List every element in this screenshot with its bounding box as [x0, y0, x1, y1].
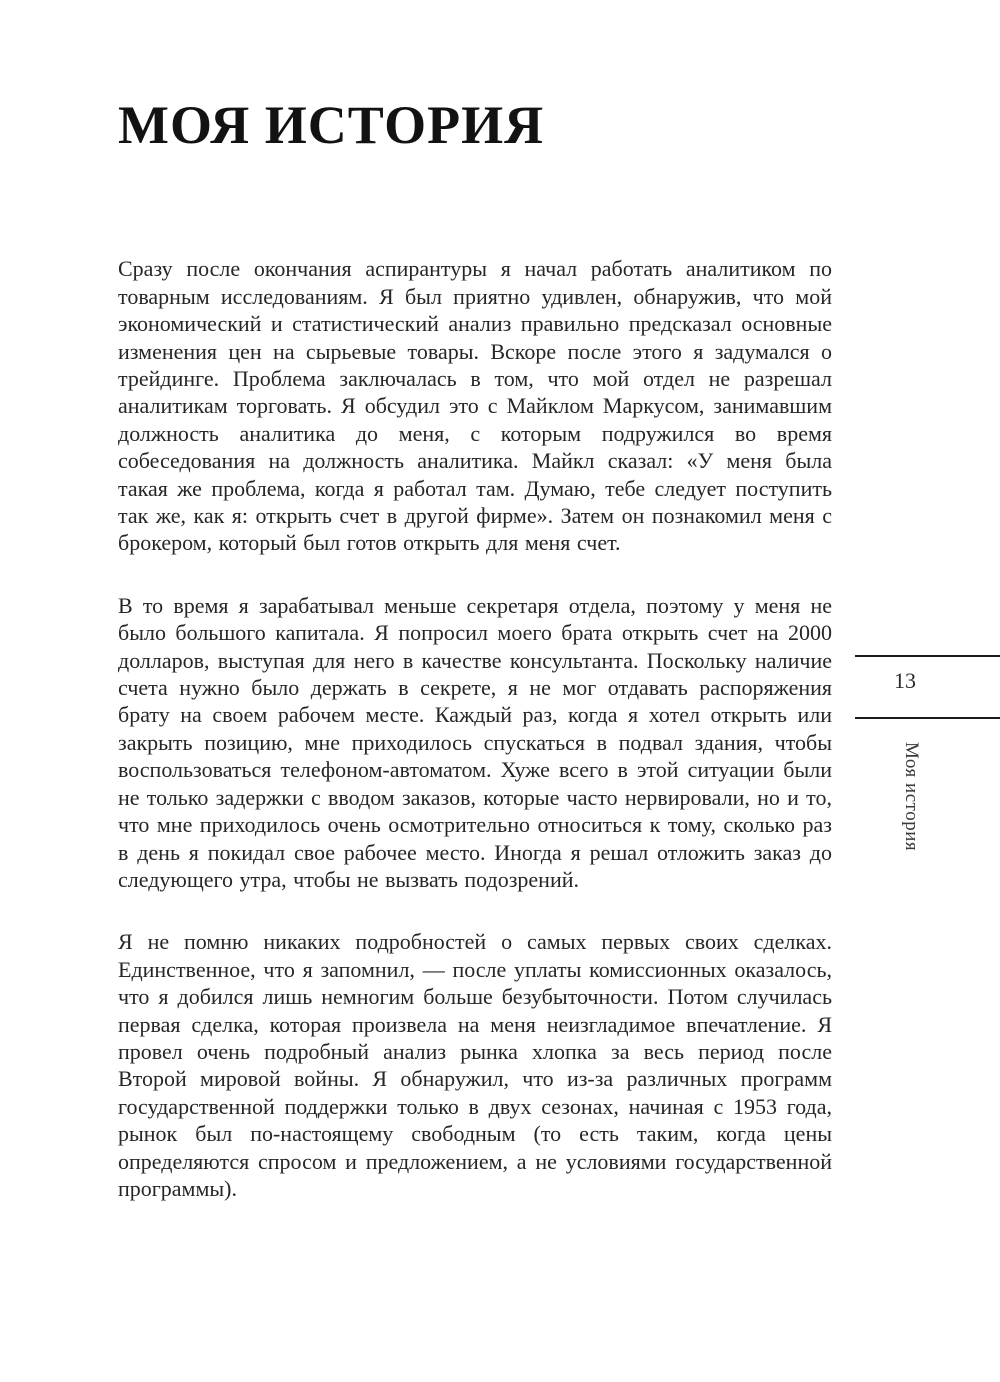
paragraph: Я не помню никаких подробностей о самых первых своих сделках. Единственное, что я запомнил, — после уплаты комиссионных оказалось, что я добился лишь немногим больше безубыточности. Потом случилась первая сделка, которая произвела на меня неизгладимое впечатление. Я провел очень подробный анализ рынка хлопка за весь период после Второй мировой войны. Я обнаружил, что из-за различных программ государственной поддержки только в двух сезонах, начиная с 1953 года, рынок был по-настоящему свободным (то есть таким, когда цены определяются спросом и предложением, а не условиями государственной программы). — [118, 929, 832, 1201]
chapter-body — [118, 255, 832, 1202]
paragraph: Сразу после окончания аспирантуры я начал работать аналитиком по товарным исследованиям. Я был приятно удивлен, обнаружив, что мой экономический и статистический анализ правильно предсказал основные изменения цен на сырьевые товары. Вскоре после этого я задумался о трейдинге. Проблема заключалась в том, что мой отдел не разрешал аналитикам торговать. Я обсудил это с Майклом Маркусом, занимавшим должность аналитика до меня, с которым подружился во время собеседования на должность аналитика. Майкл сказал: «У меня была такая же проблема, когда я работал там. Думаю, тебе следует поступить так же, как я: открыть счет в другой фирме». Затем он познакомил меня с брокером, который был готов открыть для меня счет. — [118, 256, 832, 556]
text-column — [118, 96, 832, 1202]
page-number-rule-top — [855, 655, 1000, 657]
running-title-vertical: Моя история — [901, 742, 922, 852]
paragraph: В то время я зарабатывал меньше секретаря отдела, поэтому у меня не было большого капитала. Я попросил моего брата открыть счет на 2000 долларов, выступая для него в качестве консультанта. Поскольку наличие счета нужно было держать в секрете, я не мог отдавать распоряжения брату на своем рабочем месте. Каждый раз, когда я хотел открыть или закрыть позицию, мне приходилось спускаться в подвал здания, чтобы воспользоваться телефоном-автоматом. Хуже всего в этой ситуации были не только задержки с вводом заказов, которые часто нервировали, но и то, что мне приходилось очень осмотрительно относиться к тому, сколько раз в день я покидал свое рабочее место. Иногда я решал отложить заказ до следующего утра, чтобы не вызвать подозрений. — [118, 592, 832, 892]
page-number: 13 — [894, 668, 916, 693]
chapter-title: МОЯ ИСТОРИЯ — [118, 95, 545, 155]
page-number-rule-bottom — [855, 717, 1000, 719]
